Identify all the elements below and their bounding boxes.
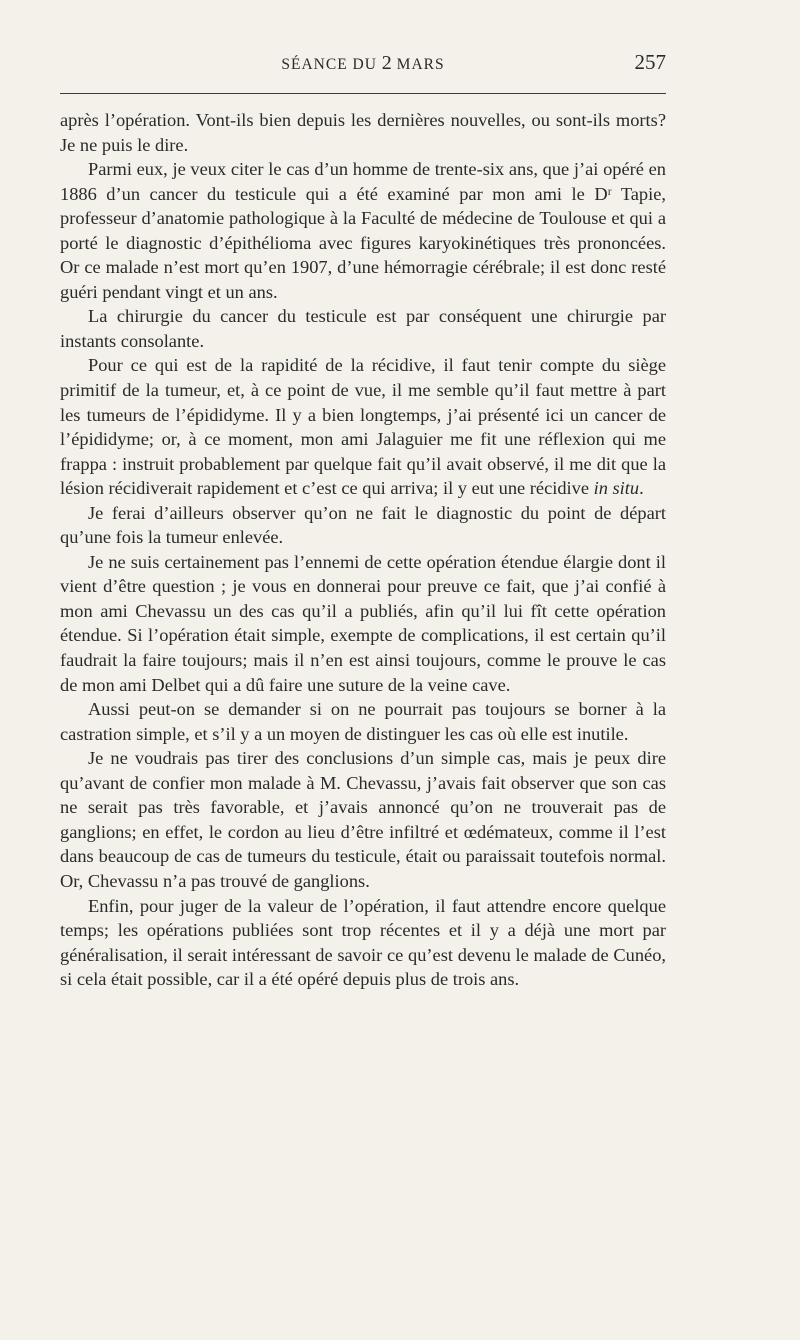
page-number: 257 [634,50,666,74]
paragraph-text: Parmi eux, je veux citer le cas d’un homme de trente-six ans, que j’ai opéré en 1886 d’un cancer du testicule qui a été examiné par mon ami le Dʳ Tapie, professeur d’anatomie pathologique à la Faculté de médecine de Toulouse et qui a porté le diagnostic d’épithélioma avec figures karyokinétiques très prononcées. Or ce malade n’est mort qu’en 1907, d’une hémorragie cérébrale; il est donc resté guéri pendant vingt et un ans. [60,159,666,302]
running-title-month: MARS [396,56,445,73]
body-text [60,108,666,992]
paragraph-5 [60,501,666,550]
paragraph-text: Enfin, pour juger de la valeur de l’opération, il faut attendre encore quelque temps; les opérations publiées sont trop récentes et il y a déjà une mort par généralisation, il serait intéressant de savoir ce qu’est devenu le malade de Cunéo, si cela était possible, car il a été opéré depuis plus de trois ans. [60,895,666,990]
header-rule [60,93,666,94]
paragraph-text: Aussi peut-on se demander si on ne pourrait pas toujours se borner à la castration simple, et s’il y a un moyen de distinguer les cas où elle est inutile. [60,699,666,744]
paragraph-text: après l’opération. Vont-ils bien depuis les dernières nouvelles, ou sont-ils morts? Je ne puis le dire. [60,110,666,155]
paragraph-text: La chirurgie du cancer du testicule est par conséquent une chirurgie par instants consolante. [60,306,666,351]
running-title-day: 2 [381,52,392,74]
paragraph-2 [60,157,666,304]
paragraph-9 [60,894,666,992]
paragraph-text: Je ferai d’ailleurs observer qu’on ne fait le diagnostic du point de départ qu’une fois la tumeur enlevée. [60,502,666,548]
paragraph-4 [60,353,666,500]
running-title-prefix: SÉANCE DU [281,56,377,73]
paragraph-text: Je ne voudrais pas tirer des conclusions d’un simple cas, mais je peux dire qu’avant de confier mon malade à M. Chevassu, j’avais fait observer que son cas ne serait pas très favorable, et j’avais annoncé qu’on ne trouverait pas de ganglions; en effet, le cordon au lieu d’être infiltré et œdémateux, comme il l’est dans beaucoup de cas de tumeurs du testicule, était ou paraissait toutefois normal. Or, Chevassu n’a pas trouvé de ganglions. [60,748,666,891]
paragraph-text: Je ne suis certainement pas l’ennemi de cette opération étendue élargie dont il vient d’être question ; je vous en donnerai pour preuve ce fait, que j’ai confié à mon ami Chevassu un des cas qu’il a publiés, afin qu’il lui fît cette opération étendue. Si l’opération était simple, exempte de complications, il est certain qu’il faudrait la faire toujours; mais il n’en est ainsi toujours, comme le prouve le cas de mon ami Delbet qui a dû faire une suture de la veine cave. [60,551,666,695]
paragraph-3 [60,304,666,353]
emphasis-in-situ: in situ [593,478,640,499]
paragraph-1 [60,108,666,157]
paragraph-text: Pour ce qui est de la rapidité de la récidive, il faut tenir compte du siège primitif de la tumeur, et, à ce point de vue, il me semble qu’il faut mettre à part les tumeurs de l’épididyme. Il y a bien longtemps, j’ai présenté ici un cancer de l’épididyme; or, à ce moment, mon ami Jalaguier me fit une réflexion qui me frappa : instruit probablement par quelque fait qu’il avait observé, il me dit que la lésion récidiverait rapidement et c’est ce qui arriva; il y eut une récidive [60,355,666,499]
paragraph-7 [60,697,666,746]
running-head [60,50,666,78]
paragraph-6 [60,550,666,697]
paragraph-8 [60,746,666,893]
running-title [60,52,666,75]
paragraph-tail: . [639,478,644,499]
